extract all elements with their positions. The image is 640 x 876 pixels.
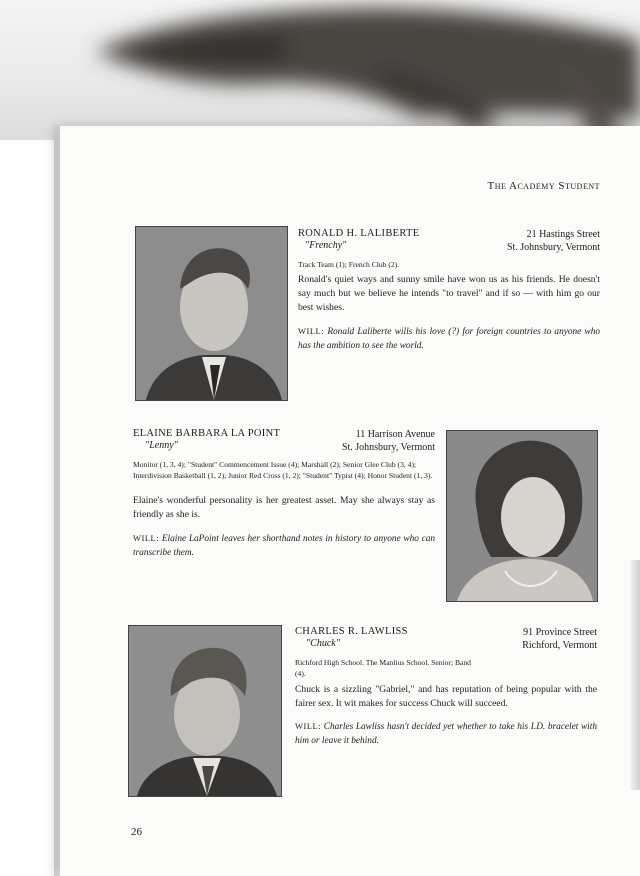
running-head: The Academy Student [487, 180, 600, 192]
portrait-placeholder [129, 626, 281, 796]
student-photo [128, 625, 282, 797]
student-address [275, 428, 435, 454]
student-name: ELAINE BARBARA LA POINT [133, 428, 281, 439]
student-will [295, 719, 597, 748]
student-photo [446, 430, 598, 602]
student-bio: Chuck is a sizzling "Gabriel," and has reputation of being popular with the fairer sex. It wit makes for success Chuck will succeed. [295, 684, 597, 709]
next-page-edge [630, 560, 640, 790]
will-text: Elaine LaPoint leaves her shorthand notes in history to anyone who can transcribe them. [133, 534, 436, 558]
address-line: 91 Province Street [523, 627, 597, 638]
address-line: 11 Harrison Avenue [355, 429, 435, 440]
address-line: St. Johnsbury, Vermont [341, 442, 435, 453]
student-nickname: "Chuck" [306, 638, 340, 649]
student-activities: Monitor (1, 3, 4); "Student" Commencement Issue (4); Marshall (2); Senior Glee Club (3, 4); Interdivision Basketball (1, 2); Junior Red Cross (1, 2); "Student" Typist (4); Honor Student (1, 3). [133, 460, 433, 480]
address-line: St. Johnsbury, Vermont [506, 242, 600, 253]
student-bio: Elaine's wonderful personality is her greatest asset. May she always stay as friendly as she is. [133, 495, 435, 520]
portrait-placeholder [447, 431, 597, 601]
student-name: CHARLES R. LAWLISS [295, 626, 408, 637]
student-will [133, 531, 435, 560]
student-nickname: "Frenchy" [305, 240, 347, 251]
student-name: RONALD H. LALIBERTE [298, 228, 420, 239]
page-number: 26 [131, 826, 142, 838]
student-activities: Richford High School. The Manlius School. Senior; Band (4). [295, 658, 471, 678]
student-nickname: "Lenny" [145, 440, 178, 451]
student-address [440, 228, 600, 254]
address-line: Richford, Vermont [522, 640, 597, 651]
will-label: WILL: [133, 533, 160, 543]
portrait-placeholder [136, 227, 287, 400]
will-text: Ronald Laliberte wills his love (?) for foreign countries to anyone who has the ambition to see the world. [298, 327, 600, 351]
will-label: WILL: [295, 721, 322, 731]
blurred-hand-shadow [0, 0, 640, 140]
address-line: 21 Hastings Street [526, 229, 600, 240]
will-text: Charles Lawliss hasn't decided yet whether to take his I.D. bracelet with him or leave it behind. [295, 722, 597, 746]
will-label: WILL: [298, 326, 325, 336]
student-photo [135, 226, 288, 401]
student-address [437, 626, 597, 652]
student-activities: Track Team (1); French Club (2). [298, 260, 400, 269]
blurred-background [0, 0, 640, 140]
student-bio: Ronald's quiet ways and sunny smile have won us as his friends. He doesn't say much but we believe he intends "to travel" and if so — with him go our best wishes. [298, 274, 600, 313]
student-will [298, 324, 600, 353]
